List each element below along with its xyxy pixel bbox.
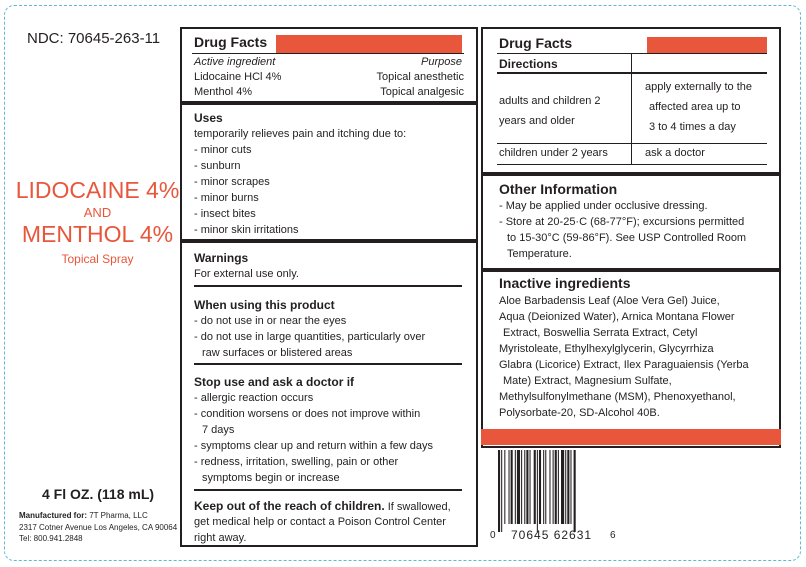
- ingredient-row-2: [194, 85, 464, 101]
- manufacturer-name: 7T Pharma, LLC: [89, 511, 148, 520]
- stop-use-title: Stop use and ask a doctor if: [194, 375, 355, 389]
- manufacturer-tel: Tel: 800.941.2848: [19, 534, 83, 543]
- directions-cell: years and older: [499, 115, 575, 127]
- uses-item: - minor burns: [194, 192, 259, 204]
- directions-row1-left: [499, 91, 601, 131]
- directions-title: Directions: [499, 57, 558, 71]
- drug-facts-panel: [180, 27, 478, 547]
- manufactured-label: Manufactured for:: [19, 511, 87, 520]
- drug-facts-title: Drug Facts: [194, 34, 268, 50]
- barcode-bar: [545, 450, 546, 524]
- barcode-bar: [509, 450, 510, 524]
- uses-item: - minor scrapes: [194, 176, 270, 188]
- title-accent-bar: [647, 37, 767, 53]
- ingredient-1: Lidocaine HCl 4%: [194, 71, 282, 83]
- barcode-bar: [553, 450, 554, 524]
- ingredient-row-1: [194, 70, 464, 86]
- inactive-accent-bar: [481, 429, 781, 445]
- barcode-bar: [515, 450, 516, 524]
- barcode-bar: [530, 450, 531, 524]
- other-info-line: - May be applied under occlusive dressing.: [499, 200, 708, 212]
- keep-out-line1: [194, 499, 451, 516]
- product-name-line2: MENTHOL 4%: [21, 221, 174, 247]
- barcode-bar: [567, 450, 569, 524]
- barcode-bar: [558, 450, 559, 524]
- uses-item: - minor cuts: [194, 144, 252, 156]
- divider: [194, 285, 462, 287]
- barcode-bar: [524, 450, 525, 524]
- stop-use-item: - allergic reaction occurs: [194, 392, 314, 404]
- warnings-title: Warnings: [194, 251, 249, 265]
- barcode-bar: [561, 450, 564, 524]
- directions-row2-left: children under 2 years: [499, 147, 608, 159]
- uses-intro: temporarily relieves pain and itching due to:: [194, 128, 407, 140]
- keep-out-rest: If swallowed,: [384, 501, 451, 513]
- barcode-bar: [549, 450, 550, 524]
- inactive-line: Polysorbate-20, SD-Alcohol 40B.: [499, 407, 660, 419]
- when-using-item: raw surfaces or blistered areas: [202, 347, 353, 359]
- section-divider: [182, 239, 476, 243]
- stop-use-item: - redness, irritation, swelling, pain or other: [194, 456, 399, 468]
- keep-out-bold: Keep out of the reach of children.: [194, 499, 385, 513]
- purpose-header: Purpose: [421, 56, 462, 68]
- product-name-and: AND: [83, 205, 112, 220]
- product-name-line1: LIDOCAINE 4%: [15, 177, 180, 203]
- barcode-bar: [539, 450, 541, 524]
- product-form: Topical Spray: [61, 252, 134, 266]
- barcode-bar: [498, 450, 500, 532]
- net-quantity: 4 Fl OZ. (118 mL): [42, 486, 155, 502]
- barcode-bar: [570, 450, 571, 524]
- inactive-line: Aqua (Deionized Water), Arnica Montana Flower: [499, 311, 735, 323]
- directions-cell: adults and children 2: [499, 95, 601, 107]
- other-info-line: - Store at 20-25·C (68-77°F); excursions permitted: [499, 216, 745, 228]
- continued-title-main: Drug Facts: [499, 35, 573, 51]
- barcode-bar: [543, 450, 544, 524]
- when-using-item: - do not use in or near the eyes: [194, 315, 347, 327]
- active-ingredient-header: Active ingredient: [194, 56, 276, 68]
- purpose-2: Topical analgesic: [380, 86, 464, 98]
- barcode-bar: [504, 450, 505, 524]
- inactive-line: Extract, Boswellia Serrata Extract, Cetyl: [503, 327, 698, 339]
- barcode-bar: [526, 450, 528, 524]
- barcode-bar: [511, 450, 513, 524]
- barcode-bars: [498, 450, 606, 532]
- purpose-1: Topical anesthetic: [376, 71, 464, 83]
- directions-cell: affected area up to: [649, 101, 741, 113]
- barcode-bar: [537, 450, 538, 532]
- inactive-line: Mate) Extract, Magnesium Sulfate,: [503, 375, 672, 387]
- barcode-bar: [521, 450, 522, 524]
- barcode-bar: [565, 450, 566, 524]
- barcode-digit-left: 0: [490, 530, 496, 541]
- divider: [192, 53, 464, 54]
- stop-use-item: symptoms begin or increase: [202, 472, 340, 484]
- directions-row2-right: ask a doctor: [645, 147, 705, 159]
- divider: [194, 489, 462, 491]
- directions-row1-right: [645, 77, 752, 137]
- table-column-divider: [631, 54, 632, 164]
- uses-item: - insect bites: [194, 208, 256, 220]
- inactive-line: Myristoleate, Ethylhexylglycerin, Glycyrrhiza: [499, 343, 714, 355]
- inactive-line: Aloe Barbadensis Leaf (Aloe Vera Gel) Juice,: [499, 295, 720, 307]
- inactive-ingredients-panel: [481, 270, 781, 448]
- when-using-title: When using this product: [194, 298, 335, 312]
- divider: [194, 363, 462, 365]
- other-info-line: to 15-30°C (59-86°F). See USP Controlled Room: [507, 232, 747, 244]
- other-info-line: Temperature.: [507, 248, 572, 260]
- stop-use-item: 7 days: [202, 424, 235, 436]
- title-accent-bar: [276, 35, 462, 53]
- directions-cell: 3 to 4 times a day: [649, 121, 736, 133]
- barcode-digits: 70645 62631: [511, 528, 593, 542]
- manufacturer-address: 2317 Cotner Avenue Los Angeles, CA 90064: [19, 522, 178, 532]
- when-using-item: - do not use in large quantities, particularly over: [194, 331, 426, 343]
- inactive-ingredients-title: Inactive ingredients: [499, 275, 631, 291]
- section-divider: [483, 172, 779, 176]
- directions-cell: apply externally to the: [645, 81, 753, 93]
- barcode-bar: [534, 450, 536, 524]
- uses-item: - sunburn: [194, 160, 241, 172]
- barcode-bar: [574, 450, 576, 532]
- keep-out-line3: right away.: [194, 532, 247, 544]
- barcode-bar: [555, 450, 557, 524]
- divider: [497, 143, 767, 144]
- inactive-line: Methylsulfonylmethane (MSM), Phenoxyethanol,: [499, 391, 736, 403]
- other-information-title: Other Information: [499, 181, 618, 197]
- continued-title: [499, 35, 572, 51]
- divider: [497, 164, 767, 165]
- warnings-text: For external use only.: [194, 268, 299, 280]
- manufacturer-info: [19, 510, 177, 545]
- barcode-bar: [501, 450, 502, 532]
- inactive-line: Glabra (Licorice) Extract, Ilex Paraguaiensis (Yerba: [499, 359, 749, 371]
- stop-use-item: - condition worsens or does not improve within: [194, 408, 421, 420]
- ndc-number: NDC: 70645-263-11: [27, 30, 161, 47]
- divider: [497, 53, 767, 54]
- uses-title: Uses: [194, 111, 223, 125]
- stop-use-item: - symptoms clear up and return within a few days: [194, 440, 434, 452]
- ingredient-2: Menthol 4%: [194, 86, 253, 98]
- drug-facts-continued-panel: [481, 27, 781, 270]
- divider: [497, 72, 767, 74]
- barcode-bar: [517, 450, 520, 524]
- keep-out-line2: get medical help or contact a Poison Control Center: [194, 516, 446, 528]
- section-divider: [182, 101, 476, 105]
- barcode-digit-right: 6: [610, 530, 616, 541]
- uses-item: - minor skin irritations: [194, 224, 299, 236]
